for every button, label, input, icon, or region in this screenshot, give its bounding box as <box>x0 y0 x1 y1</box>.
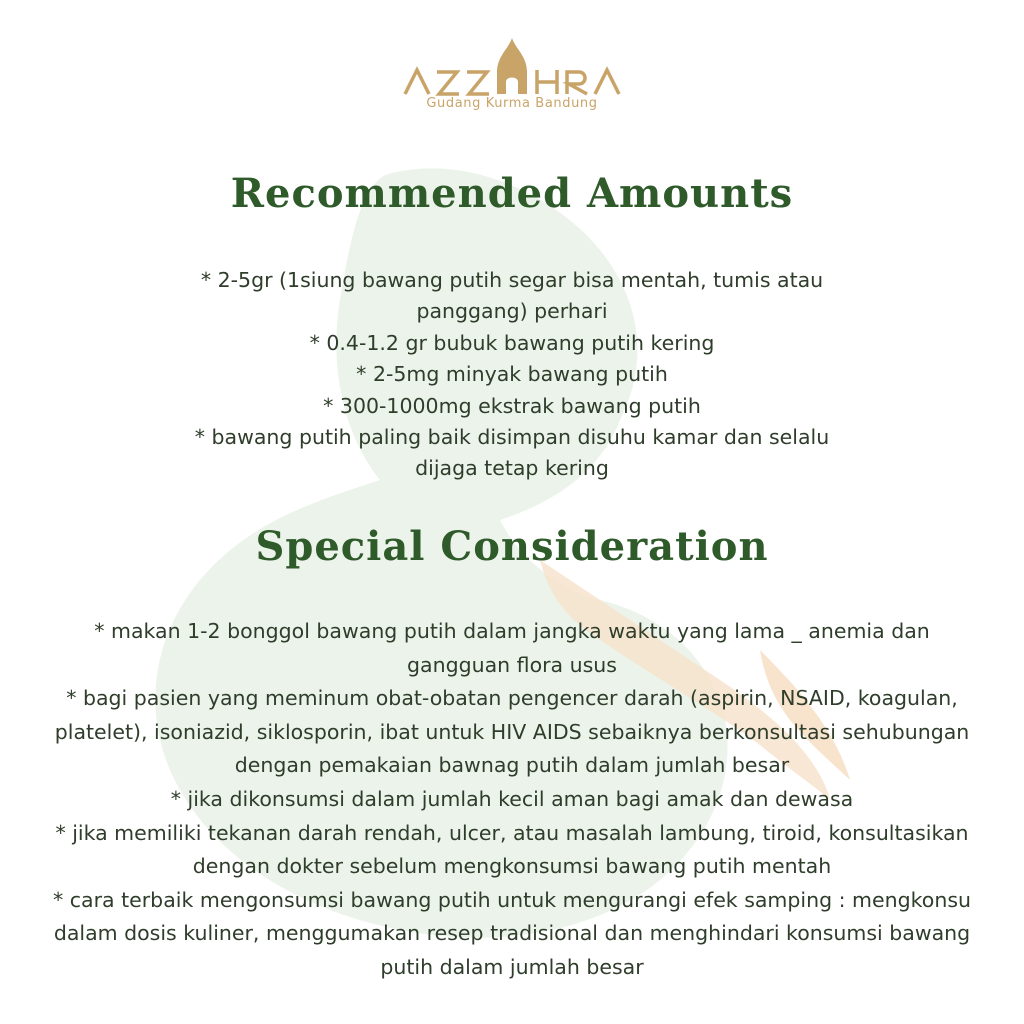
text-line: * jika memiliki tekanan darah rendah, ulcer, atau masalah lambung, tiroid, konsultasikan <box>55 820 969 845</box>
text-line: * jika dikonsumsi dalam jumlah kecil aman bagi amak dan dewasa <box>170 786 854 811</box>
section-heading-recommended-amounts: Recommended Amounts <box>230 170 794 217</box>
text-line: dalam dosis kuliner, menggumakan resep tradisional dan menghindari konsumsi bawang <box>53 921 971 946</box>
text-line: * 300-1000mg ekstrak bawang putih <box>323 393 701 418</box>
special-consideration-text <box>0 615 1024 985</box>
text-line: * makan 1-2 bonggol bawang putih dalam jangka waktu yang lama _ anemia dan <box>94 619 930 643</box>
recommended-amounts-text <box>0 265 1024 485</box>
text-line: panggang) perhari <box>416 299 608 324</box>
text-line: gangguan flora usus <box>407 652 617 677</box>
brand-logo <box>0 34 1024 111</box>
section-heading-special-consideration: Special Consideration <box>255 523 769 570</box>
brand-tagline: Gudang Kurma Bandung <box>426 96 598 111</box>
text-line: platelet), isoniazid, siklosporin, ibat untuk HIV AIDS sebaiknya berkonsultasi sehubungan <box>54 719 970 744</box>
text-line: * cara terbaik mengonsumsi bawang putih untuk mengurangi efek samping : mengkonsu <box>53 887 971 912</box>
text-line: * 2-5mg minyak bawang putih <box>356 362 668 387</box>
text-line: * bagi pasien yang meminum obat-obatan pengencer darah (aspirin, NSAID, koagulan, <box>66 686 958 711</box>
azzahra-logo-icon <box>397 34 627 100</box>
text-line: * 0.4-1.2 gr bubuk bawang putih kering <box>309 330 715 355</box>
text-line: dengan pemakaian bawnag putih dalam jumlah besar <box>234 753 790 778</box>
text-line: putih dalam jumlah besar <box>380 954 644 979</box>
text-line: * bawang putih paling baik disimpan disuhu kamar dan selalu <box>194 425 830 450</box>
text-line: * 2-5gr (1siung bawang putih segar bisa mentah, tumis atau <box>200 268 824 292</box>
text-line: dijaga tetap kering <box>415 456 609 481</box>
text-line: dengan dokter sebelum mengkonsumsi bawang putih mentah <box>192 854 832 879</box>
